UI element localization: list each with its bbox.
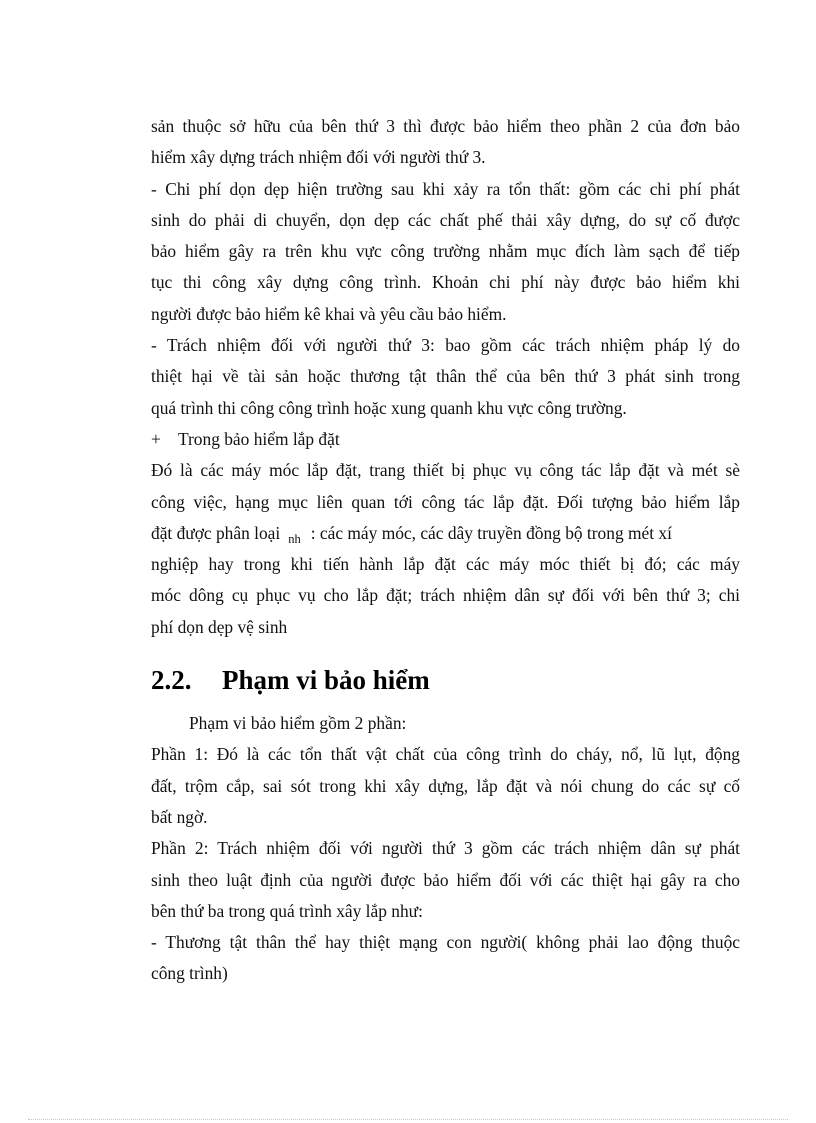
text-line: Phạm vi bảo hiểm gồm 2 phần: — [189, 713, 407, 734]
text-line: Phần 1: Đó là các tổn thất vật chất của công trình do cháy, nổ, lũ lụt, động — [151, 744, 740, 765]
text-line: nghiệp hay trong khi tiến hành lắp đặt các máy móc thiết bị đó; các máy — [151, 554, 740, 575]
section-number: 2.2. — [151, 665, 192, 696]
text-line: thiệt hại về tài sản hoặc thương tật thân thể của bên thứ 3 phát sinh trong — [151, 366, 740, 387]
subscript-text: nh — [288, 531, 301, 546]
text-line-with-subscript — [151, 518, 740, 549]
text-line: bất ngờ. — [151, 806, 208, 827]
text-line: công trình) — [151, 963, 228, 984]
text-line: Phần 2: Trách nhiệm đối với người thứ 3 gồm các trách nhiệm dân sự phát — [151, 838, 740, 859]
text-line: bảo hiểm gây ra trên khu vực công trường nhằm mục đích làm sạch để tiếp — [151, 241, 740, 262]
text-line: sinh do phải di chuyển, dọn dẹp các chất phế thải xây dựng, do sự cố được — [151, 209, 740, 230]
section-heading — [151, 660, 740, 700]
text-fragment: đặt được phân loại — [151, 522, 281, 543]
plus-item-text: Trong bảo hiểm lắp đặt — [178, 428, 340, 449]
document-body — [151, 111, 740, 990]
text-line: đất, trộm cắp, sai sót trong khi xây dựng, lắp đặt và nói chung do các sự cố — [151, 775, 740, 796]
text-line: bên thứ ba trong quá trình xây lắp như: — [151, 900, 423, 921]
text-line: phí dọn dẹp vệ sinh — [151, 616, 288, 637]
section-title: Phạm vi bảo hiểm — [222, 665, 430, 696]
page-bottom-divider — [28, 1119, 788, 1120]
text-line: móc dông cụ phục vụ cho lắp đặt; trách nhiệm dân sự đối với bên thứ 3; chi — [151, 585, 740, 606]
text-line: - Thương tật thân thể hay thiệt mạng con người( không phải lao động thuộc — [151, 932, 740, 953]
text-line: hiểm xây dựng trách nhiệm đối với người thứ 3. — [151, 147, 486, 168]
plus-list-item — [151, 424, 740, 455]
text-line: tục thi công xây dựng công trình. Khoản chi phí này được bảo hiểm khi — [151, 272, 740, 293]
text-line: quá trình thi công công trình hoặc xung quanh khu vực công trường. — [151, 397, 627, 418]
text-line: sản thuộc sở hữu của bên thứ 3 thì được bảo hiểm theo phần 2 của đơn bảo — [151, 116, 740, 136]
text-line: Đó là các máy móc lắp đặt, trang thiết bị phục vụ công tác lắp đặt và mét sè — [151, 460, 740, 481]
text-line: - Trách nhiệm đối với người thứ 3: bao gồm các trách nhiệm pháp lý do — [151, 335, 740, 356]
text-line: sinh theo luật định của người được bảo hiểm đối với các thiệt hại gây ra cho — [151, 869, 740, 890]
text-line: - Chi phí dọn dẹp hiện trường sau khi xảy ra tổn thất: gồm các chi phí phát — [151, 178, 740, 199]
plus-marker: + — [151, 428, 161, 449]
text-fragment: : các máy móc, các dây truyền đồng bộ trong mét xí — [310, 522, 672, 543]
text-line: người được bảo hiểm kê khai và yêu cầu bảo hiểm. — [151, 303, 507, 324]
text-line: công việc, hạng mục liên quan tới công tác lắp đặt. Đối tượng bảo hiểm lắp — [151, 491, 740, 512]
